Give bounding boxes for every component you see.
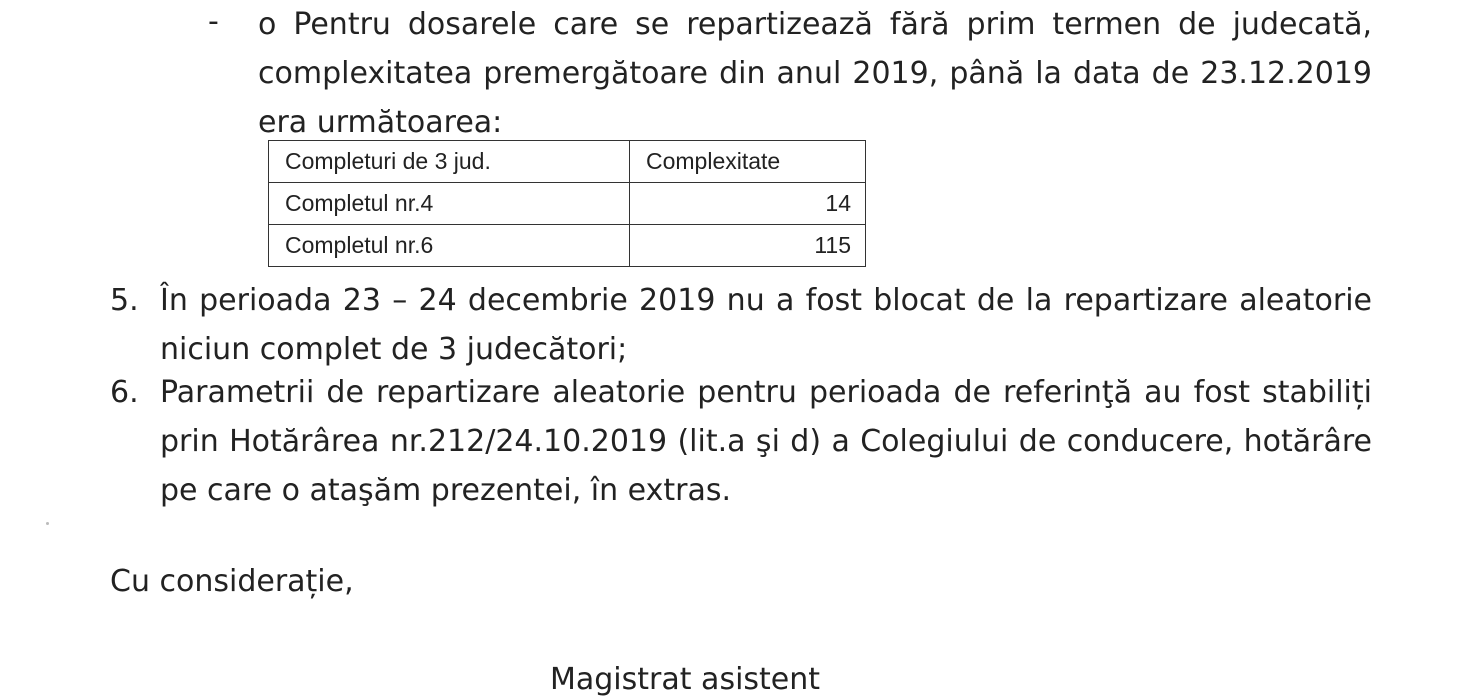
closing-salutation: Cu considerație,	[110, 564, 354, 599]
table-cell: Completul nr.4	[269, 183, 630, 225]
list-item-number: 6.	[110, 375, 139, 410]
signer-title: Magistrat asistent	[550, 662, 821, 697]
table-row	[269, 183, 866, 225]
table-cell: 14	[630, 183, 866, 225]
scan-speck	[46, 522, 49, 525]
table-cell: Completul nr.6	[269, 225, 630, 267]
sub-item-bullet: -	[208, 4, 219, 39]
table-cell: 115	[630, 225, 866, 267]
list-item-text: Parametrii de repartizare aleatorie pentru perioada de referinţă au fost stabiliți prin Hotărârea nr.212/24.10.2019 (lit.a şi d) a Colegiului de conducere, hotărâre pe care o ataşăm prezentei, în extras.	[160, 375, 1372, 508]
table-header-cell: Completuri de 3 jud.	[269, 141, 630, 183]
list-item-text: În perioada 23 – 24 decembrie 2019 nu a fost blocat de la repartizare aleatorie niciun complet de 3 judecători;	[160, 283, 1372, 367]
sub-item-text: o Pentru dosarele care se repartizează fără prim termen de judecată, complexitatea premergătoare din anul 2019, până la data de 23.12.2019 era următoarea:	[258, 7, 1372, 140]
table-header-row	[269, 141, 866, 183]
table-row	[269, 225, 866, 267]
table-header-cell: Complexitate	[630, 141, 866, 183]
list-item-number: 5.	[110, 283, 139, 318]
complexity-table	[268, 140, 866, 267]
